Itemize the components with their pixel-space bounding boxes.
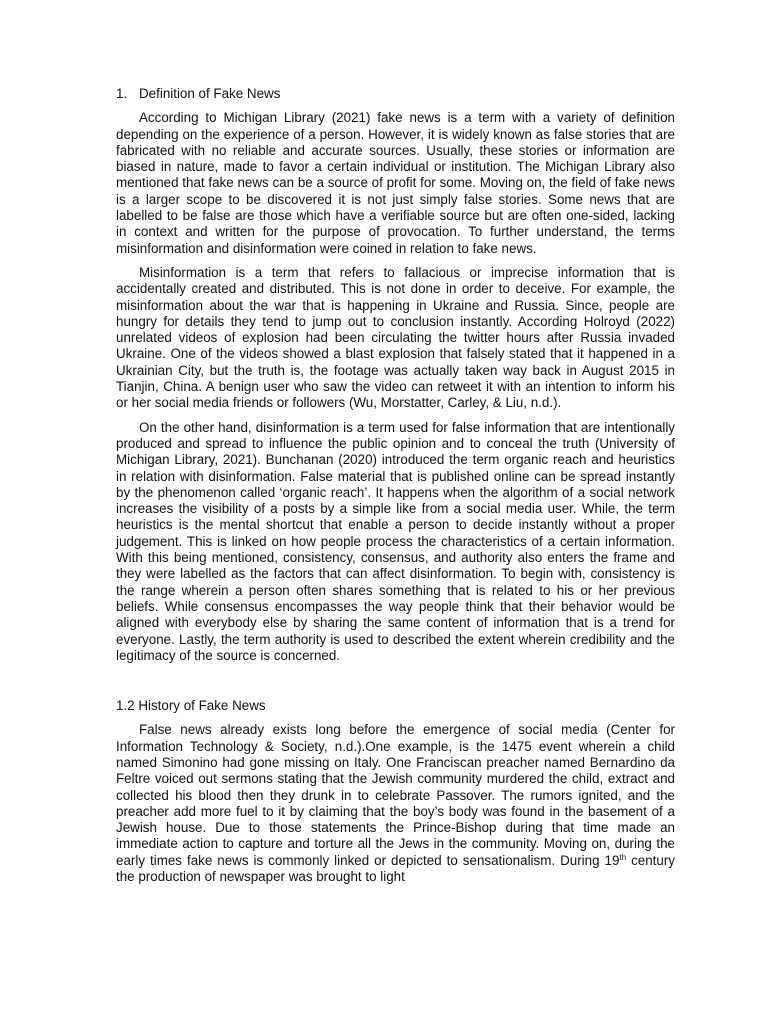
section-heading-definition	[116, 86, 675, 102]
paragraph-misinformation: Misinformation is a term that refers to fallacious or imprecise information that is accidentally created and distributed. This is not done in order to deceive. For example, the misinformation about the war that is happening in Ukraine and Russia. Since, people are hungry for details they tend to jump out to conclusion instantly. According Holroyd (2022) unrelated videos of explosion had been circulating the twitter hours after Russia invaded Ukraine. One of the videos showed a blast explosion that falsely stated that it happened in a Ukrainian City, but the truth is, the footage was actually taken way back in August 2015 in Tianjin, China. A benign user who saw the video can retweet it with an intention to inform his or her social media friends or followers (Wu, Morstatter, Carley, & Liu, n.d.).	[116, 264, 675, 411]
section-heading-history: 1.2 History of Fake News	[116, 698, 266, 714]
paragraph-disinformation: On the other hand, disinformation is a term used for false information that are intentionally produced and spread to influence the public opinion and to conceal the truth (University of Michigan Library, 2021). Bunchanan (2020) introduced the term organic reach and heuristics in relation with disinformation. False material that is published online can be spread instantly by the phenomenon called ‘organic reach’. It happens when the algorithm of a social network increases the visibility of a posts by a simple like from a social media user. While, the term heuristics is the mental shortcut that enable a person to decide instantly without a proper judgement. This is linked on how people process the characteristics of a certain information. With this being mentioned, consistency, consensus, and authority also enters the frame and they were labelled as the factors that can affect disinformation. To begin with, consistency is the range wherein a person often shares something that is related to his or her previous beliefs. While consensus encompasses the way people think that their behavior would be aligned with everybody else by sharing the same content of information that is a trend for everyone. Lastly, the term authority is used to described the extent wherein credibility and the legitimacy of the source is concerned.	[116, 419, 675, 663]
section-number: 1.	[116, 86, 128, 101]
document-page	[116, 86, 675, 893]
paragraph-history-main: False news already exists long before the emergence of social media (Center for Information Technology & Society, n.d.).One example, is the 1475 event wherein a child named Simonino had gone missing on Italy. One Franciscan preacher named Bernardino da Feltre voiced out sermons stating that the Jewish community murdered the child, extract and collected his blood then they drunk in to celebrate Passover. The rumors ignited, and the preacher add more fuel to it by claiming that the boy’s body was found in the basement of a Jewish house. Due to those statements the Prince-Bishop during that time made an immediate action to capture and torture all the Jews in the community. Moving on, during the early times fake news is commonly linked or depicted to sensationalism. During 19	[116, 722, 675, 868]
section-title: Definition of Fake News	[139, 86, 281, 101]
ordinal-superscript: th	[619, 852, 627, 862]
paragraph-history-tail: century the production of newspaper was brought to light	[116, 852, 675, 885]
paragraph-fake-news-definition: According to Michigan Library (2021) fake news is a term with a variety of definition depending on the experience of a person. However, it is widely known as false stories that are fabricated with no reliable and accurate sources. Usually, these stories or information are biased in nature, made to favor a certain individual or institution. The Michigan Library also mentioned that fake news can be a source of profit for some. Moving on, the field of fake news is a larger scope to be discovered it is not just simply false stories. Some news that are labelled to be false are those which have a verifiable source but are often one-sided, lacking in context and written for the purpose of provocation. To further understand, the terms misinformation and disinformation were coined in relation to fake news.	[116, 110, 675, 256]
paragraph-history	[116, 722, 675, 885]
